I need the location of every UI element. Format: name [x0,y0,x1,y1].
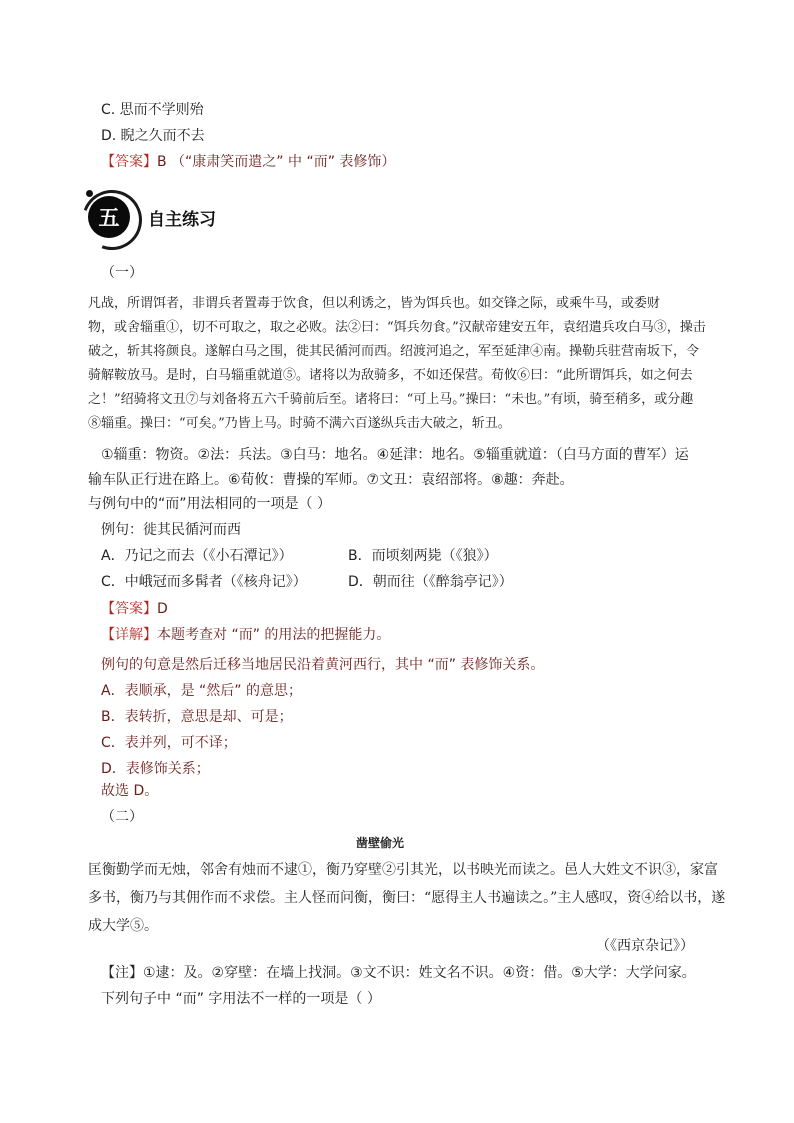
part2-question: 下列句子中 “而” 字用法不一样的一项是（ ） [101,991,381,1007]
part2-title: 凿壁偷光 [356,836,405,850]
part1-passage [88,292,706,436]
part1-example: 例句：徙其民循河而西 [101,522,241,538]
answer-label: 【答案】 [101,601,157,617]
explanation-line: B．表转折，意思是却、可是； [101,709,293,725]
detail [101,626,390,644]
passage-line: 之！”绍骑将文丑⑦与刘备将五六千骑前后至。诸将曰：“可上马。”操曰：“未也。”有顷，骑至稍多，或分趣 [88,392,694,407]
part2-notes: 【注】①逮：及。②穿壁：在墙上找洞。③文不识：姓文名不识。④资：借。⑤大学：大学问家。 [101,965,696,981]
conclusion: 故选 D。 [101,783,159,799]
option-c: C. 思而不学则殆 [101,102,204,118]
detail-label: 【详解】 [101,627,157,643]
answer-2 [101,600,168,618]
passage-line: 匡衡勤学而无烛，邻舍有烛而不逮①，衡乃穿壁②引其光，以书映光而读之。邑人大姓文不识③，家富 [88,862,718,878]
passage-line: ⑧辎重。操曰：“可矣。”乃皆上马。时骑不满六百遂纵兵击大破之，斩丑。 [88,416,511,431]
answer-value: D [157,601,168,617]
section-badge [80,188,140,248]
explanation-line: D．表修饰关系； [101,761,210,777]
answer-1 [101,153,395,171]
explanations [101,652,544,782]
passage-line: 物，或舍辎重①，切不可取之，取之必败。法②曰：“饵兵勿食。”汉献帝建安五年，袁绍遣兵攻白马③，操击 [88,320,706,335]
section-title: 自主练习 [148,210,216,230]
part2-heading: （二） [101,809,143,825]
part1-notes [88,443,689,493]
note-line: ①辎重：物资。②法：兵法。③白马：地名。④延津：地名。⑤辎重就道：（白马方面的曹军）运 [101,447,689,463]
option-c: C．中峨冠而多髯者（《核舟记》） [101,574,307,590]
explanation-line: C．表并列，可不译； [101,735,237,751]
option-d: D．朝而往（《醉翁亭记》） [348,574,513,590]
part1-heading: （一） [101,265,143,281]
part2-source: （《西京杂记》） [596,938,694,954]
part2-passage [88,856,725,940]
answer-label: 【答案】 [101,154,157,170]
option-a: A．乃记之而去（《小石潭记》） [101,548,293,564]
note-line: 输车队正行进在路上。⑥荀攸：曹操的军师。⑦文丑：袁绍部将。⑧趣：奔赴。 [88,472,574,488]
passage-line: 凡战，所谓饵者，非谓兵者置毒于饮食，但以利诱之，皆为饵兵也。如交锋之际，或乘牛马，或委财 [88,296,661,311]
passage-line: 成大学⑤。 [88,918,158,934]
option-d: D. 睨之久而不去 [101,128,205,144]
passage-line: 多书，衡乃与其佣作而不求偿。主人怪而问衡，衡曰：“愿得主人书遍读之。”主人感叹，资④给以书，遂 [88,890,726,906]
passage-line: 骑解鞍放马。是时，白马辎重就道⑤。诸将以为敌骑多，不如还保营。荀攸⑥曰：“此所谓饵兵，如之何去 [88,368,693,383]
passage-line: 破之，斩其将颜良。遂解白马之围，徙其民循河而西。绍渡河追之，军至延津④南。操勒兵驻营南坂下，令 [88,344,700,359]
option-b: B．而顷刻两毙（《狼》） [348,548,498,564]
explanation-line: A．表顺承，是 “然后” 的意思； [101,683,302,699]
detail-text: 本题考查对 “而” 的用法的把握能力。 [157,627,391,643]
part1-question: 与例句中的“而”用法相同的一项是（ ） [88,496,331,512]
explanation-line: 例句的句意是然后迁移当地居民沿着黄河西行，其中 “而” 表修饰关系。 [101,657,545,673]
answer-text: B （“康肃笑而遣之” 中 “而” 表修饰） [157,154,396,170]
section-number: 五 [98,206,120,230]
